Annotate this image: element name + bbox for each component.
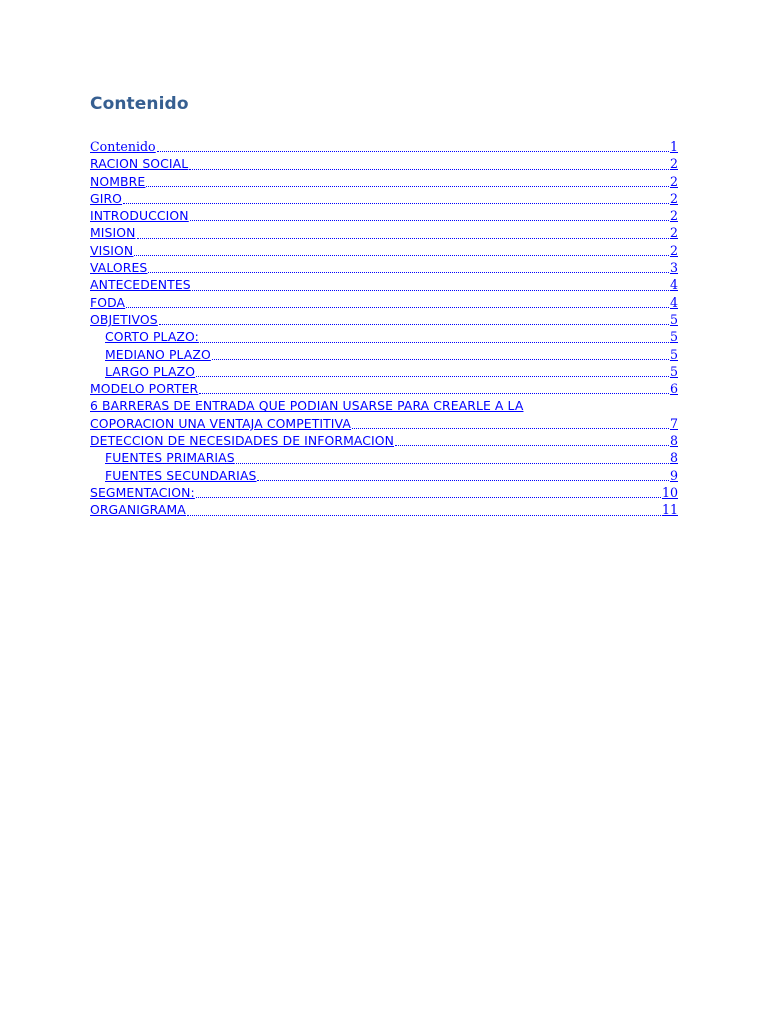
toc-dot-leader <box>352 428 669 429</box>
toc-entry-title: COPORACION UNA VENTAJA COMPETITIVA <box>90 415 351 431</box>
toc-dot-leader <box>146 186 669 187</box>
toc-dot-leader <box>200 342 669 343</box>
toc-page-number: 4 <box>669 277 678 293</box>
toc-dot-leader <box>196 376 669 377</box>
toc-entry-title: ANTECEDENTES <box>90 277 191 293</box>
toc-dot-leader <box>189 169 669 170</box>
toc-page-number: 2 <box>669 208 678 224</box>
toc-entry-title: VISION <box>90 242 134 258</box>
toc-entry-title: SEGMENTACION: <box>90 484 195 500</box>
toc-entry[interactable] <box>90 155 678 172</box>
toc-entry[interactable] <box>90 242 678 259</box>
toc-page-number: 4 <box>669 294 678 310</box>
toc-entry-title: NOMBRE <box>90 173 146 189</box>
toc-entry[interactable] <box>90 190 678 207</box>
toc-page-number: 5 <box>669 363 678 379</box>
toc-entry-title: GIRO <box>90 190 123 206</box>
toc-entry[interactable] <box>90 397 678 414</box>
toc-entry[interactable] <box>90 484 678 501</box>
toc-entry[interactable] <box>90 432 678 449</box>
toc-page-number: 2 <box>669 225 678 241</box>
toc-dot-leader <box>199 393 669 394</box>
toc-dot-leader <box>157 151 669 152</box>
toc-entry[interactable] <box>90 138 678 155</box>
toc-page-number: 7 <box>669 415 678 431</box>
toc-dot-leader <box>257 480 669 481</box>
toc-entry-title: MODELO PORTER <box>90 381 199 397</box>
toc-dot-leader <box>123 203 669 204</box>
toc-entry-title: INTRODUCCION <box>90 208 189 224</box>
toc-page-number: 2 <box>669 173 678 189</box>
toc-heading: Contenido <box>90 94 189 114</box>
toc-page-number: 5 <box>669 311 678 327</box>
toc-page-number: 2 <box>669 156 678 172</box>
toc-entry-title: LARGO PLAZO <box>105 363 196 379</box>
toc-entry[interactable] <box>90 467 678 484</box>
toc-dot-leader <box>159 324 669 325</box>
toc-page-number: 1 <box>669 139 678 154</box>
toc-dot-leader <box>134 255 669 256</box>
toc-page-number: 8 <box>669 433 678 449</box>
toc-page-number: 9 <box>669 467 678 483</box>
toc-page-number: 5 <box>669 329 678 345</box>
toc-entry-title: RACION SOCIAL <box>90 156 189 172</box>
toc-page-number: 11 <box>661 502 678 518</box>
toc-entry-title: Contenido <box>90 139 156 154</box>
toc-entry-title: MISION <box>90 225 136 241</box>
toc-page-number: 6 <box>669 381 678 397</box>
toc-entry[interactable] <box>90 415 678 432</box>
toc-dot-leader <box>137 238 669 239</box>
toc-entry[interactable] <box>90 363 678 380</box>
toc-page-number: 3 <box>669 260 678 276</box>
toc-entry-title: MEDIANO PLAZO <box>105 346 211 362</box>
toc-dot-leader <box>148 272 669 273</box>
toc-dot-leader <box>212 359 669 360</box>
toc-entry[interactable] <box>90 276 678 293</box>
toc-entry-title: ORGANIGRAMA <box>90 502 186 518</box>
toc-dot-leader <box>190 220 669 221</box>
toc-page-number: 5 <box>669 346 678 362</box>
toc-dot-leader <box>126 307 669 308</box>
toc-entry-title: FUENTES SECUNDARIAS <box>105 467 257 483</box>
toc-dot-leader <box>192 290 669 291</box>
toc-page-number: 2 <box>669 242 678 258</box>
toc-entry-title: CORTO PLAZO: <box>105 329 199 345</box>
toc-dot-leader <box>395 445 669 446</box>
toc-entry-title: DETECCION DE NECESIDADES DE INFORMACION <box>90 433 394 449</box>
toc-entry-title: OBJETIVOS <box>90 311 158 327</box>
toc-dot-leader <box>236 463 669 464</box>
toc-entry[interactable] <box>90 207 678 224</box>
toc-page-number: 2 <box>669 190 678 206</box>
toc-entry[interactable] <box>90 294 678 311</box>
toc-entry-title: VALORES <box>90 260 148 276</box>
toc-entry[interactable] <box>90 311 678 328</box>
toc-page-number: 10 <box>661 484 678 500</box>
toc-entry-title: FODA <box>90 294 126 310</box>
toc-entry[interactable] <box>90 380 678 397</box>
toc-entry[interactable] <box>90 259 678 276</box>
toc-dot-leader <box>187 515 661 516</box>
toc-entry-title: FUENTES PRIMARIAS <box>105 450 235 466</box>
toc-entry[interactable] <box>90 173 678 190</box>
table-of-contents <box>90 138 678 519</box>
toc-entry-title: 6 BARRERAS DE ENTRADA QUE PODIAN USARSE PARA CREARLE A LA <box>90 398 524 414</box>
toc-entry[interactable] <box>90 449 678 466</box>
toc-entry[interactable] <box>90 224 678 241</box>
toc-entry[interactable] <box>90 501 678 518</box>
toc-entry[interactable] <box>90 346 678 363</box>
toc-page-number: 8 <box>669 450 678 466</box>
toc-dot-leader <box>196 497 661 498</box>
toc-entry[interactable] <box>90 328 678 345</box>
